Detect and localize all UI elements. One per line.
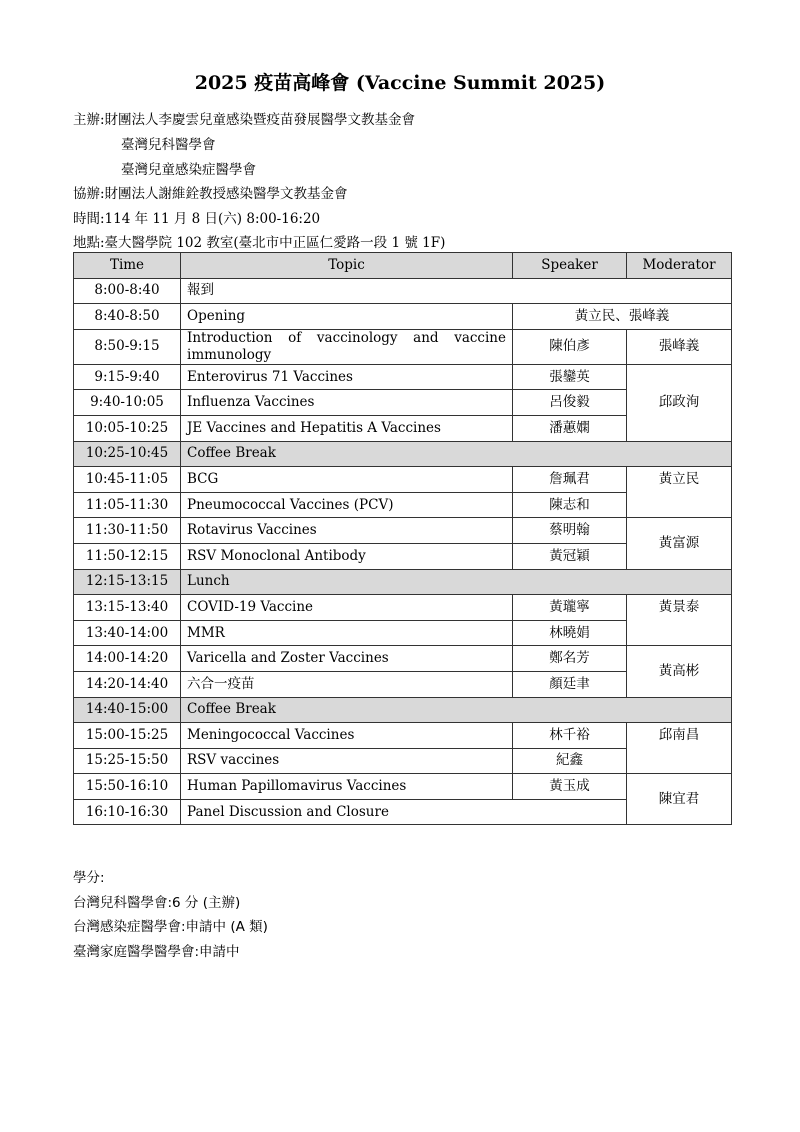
row-time: 8:40-8:50 [74, 304, 181, 330]
row-time: 13:40-14:00 [74, 620, 181, 646]
row-time: 9:40-10:05 [74, 390, 181, 416]
row-topic: Enterovirus 71 Vaccines [181, 364, 513, 390]
table-row-break [74, 569, 732, 595]
credits-line-3: 臺灣家庭醫學醫學會:申請中 [73, 944, 240, 960]
row-time: 10:45-11:05 [74, 467, 181, 493]
row-topic: Rotavirus Vaccines [181, 518, 513, 544]
row-topic: 報到 [181, 278, 732, 304]
time-line: 時間:114 年 11 月 8 日(六) 8:00-16:20 [73, 211, 321, 227]
row-time: 14:20-14:40 [74, 671, 181, 697]
host-line-2: 臺灣兒科醫學會 [121, 137, 216, 153]
row-moderator: 邱南昌 [627, 723, 732, 774]
row-speaker: 紀鑫 [513, 748, 627, 774]
table-row [74, 304, 732, 330]
row-moderator: 張峰義 [627, 329, 732, 364]
row-topic: Panel Discussion and Closure [181, 799, 627, 825]
row-time: 11:30-11:50 [74, 518, 181, 544]
row-moderator: 邱政洵 [627, 364, 732, 441]
table-row-break [74, 697, 732, 723]
row-topic: Pneumococcal Vaccines (PCV) [181, 492, 513, 518]
row-time: 15:50-16:10 [74, 774, 181, 800]
row-speaker: 詹珮君 [513, 467, 627, 493]
row-topic: JE Vaccines and Hepatitis A Vaccines [181, 415, 513, 441]
row-time: 15:00-15:25 [74, 723, 181, 749]
row-time: 8:00-8:40 [74, 278, 181, 304]
row-speaker: 林曉娟 [513, 620, 627, 646]
row-speaker: 黃瓏寧 [513, 595, 627, 621]
header-topic: Topic [181, 253, 513, 279]
table-row [74, 518, 732, 544]
row-topic: RSV Monoclonal Antibody [181, 543, 513, 569]
credits-line-1: 台灣兒科醫學會:6 分 (主辦) [73, 895, 241, 911]
row-topic: Human Papillomavirus Vaccines [181, 774, 513, 800]
schedule-table [73, 252, 732, 825]
row-time: 13:15-13:40 [74, 595, 181, 621]
row-topic: Opening [181, 304, 513, 330]
row-time: 9:15-9:40 [74, 364, 181, 390]
row-topic-line-2: immunology [187, 346, 272, 363]
row-topic: Meningococcal Vaccines [181, 723, 513, 749]
table-row-break [74, 441, 732, 467]
row-topic: 六合一疫苗 [181, 671, 513, 697]
co-host-line: 協辦:財團法人謝維銓教授感染醫學文教基金會 [73, 186, 348, 202]
row-speaker: 陳志和 [513, 492, 627, 518]
row-time: 12:15-13:15 [74, 569, 181, 595]
row-time: 16:10-16:30 [74, 799, 181, 825]
row-moderator: 黃高彬 [627, 646, 732, 697]
row-topic: COVID-19 Vaccine [181, 595, 513, 621]
row-moderator: 陳宜君 [627, 774, 732, 825]
table-row [74, 595, 732, 621]
row-time: 11:05-11:30 [74, 492, 181, 518]
row-topic [181, 329, 513, 364]
table-row [74, 329, 732, 364]
row-speaker: 陳伯彥 [513, 329, 627, 364]
credits-heading: 學分: [73, 870, 105, 886]
row-speaker: 蔡明翰 [513, 518, 627, 544]
row-time: 14:00-14:20 [74, 646, 181, 672]
row-time: 15:25-15:50 [74, 748, 181, 774]
row-moderator: 黃立民 [627, 467, 732, 518]
row-speaker: 黃玉成 [513, 774, 627, 800]
row-speaker: 林千裕 [513, 723, 627, 749]
row-topic-line-1: Introduction of vaccinology and vaccine [187, 329, 506, 346]
row-moderator: 黃富源 [627, 518, 732, 569]
row-speaker: 顏廷聿 [513, 671, 627, 697]
table-row [74, 278, 732, 304]
row-speaker: 張鑾英 [513, 364, 627, 390]
row-speaker: 呂俊毅 [513, 390, 627, 416]
host-line-1: 主辦:財團法人李慶雲兒童感染暨疫苗發展醫學文教基金會 [73, 112, 416, 128]
credits-line-2: 台灣感染症醫學會:申請中 (A 類) [73, 919, 268, 935]
row-time: 8:50-9:15 [74, 329, 181, 364]
row-topic: RSV vaccines [181, 748, 513, 774]
row-time: 11:50-12:15 [74, 543, 181, 569]
header-moderator: Moderator [627, 253, 732, 279]
table-row [74, 723, 732, 749]
venue-line: 地點:臺大醫學院 102 教室(臺北市中正區仁愛路一段 1 號 1F) [73, 235, 446, 251]
row-speaker: 鄭名芳 [513, 646, 627, 672]
host-line-3: 臺灣兒童感染症醫學會 [121, 162, 256, 178]
table-row [74, 467, 732, 493]
row-time: 14:40-15:00 [74, 697, 181, 723]
row-topic: Coffee Break [181, 697, 732, 723]
row-time: 10:05-10:25 [74, 415, 181, 441]
row-topic: BCG [181, 467, 513, 493]
page-title: 2025 疫苗高峰會 (Vaccine Summit 2025) [194, 72, 606, 94]
table-row [74, 646, 732, 672]
header-time: Time [74, 253, 181, 279]
row-topic: MMR [181, 620, 513, 646]
table-row [74, 364, 732, 390]
row-moderator: 黃景泰 [627, 595, 732, 646]
row-speaker: 黃冠穎 [513, 543, 627, 569]
row-topic: Lunch [181, 569, 732, 595]
row-time: 10:25-10:45 [74, 441, 181, 467]
row-topic: Influenza Vaccines [181, 390, 513, 416]
table-row [74, 774, 732, 800]
row-topic: Coffee Break [181, 441, 732, 467]
row-speaker-moderator: 黃立民、張峰義 [513, 304, 732, 330]
header-speaker: Speaker [513, 253, 627, 279]
row-topic: Varicella and Zoster Vaccines [181, 646, 513, 672]
table-header-row [74, 253, 732, 279]
row-speaker: 潘蕙嫻 [513, 415, 627, 441]
